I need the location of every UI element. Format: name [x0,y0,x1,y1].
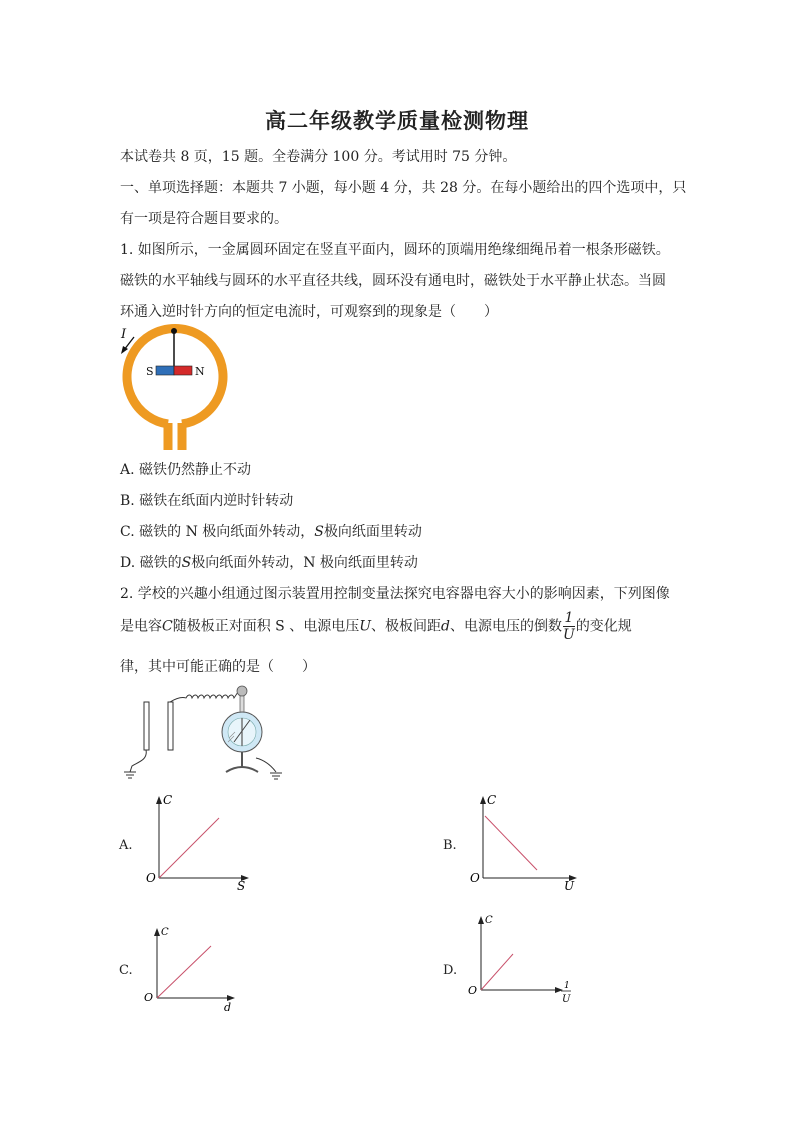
coil-wire [170,692,238,702]
south-pole-label: S [146,365,154,378]
exam-intro: 本试卷共 8 页，15 题。全卷满分 100 分。考试用时 75 分钟。 [120,149,517,165]
right-plate [168,702,173,750]
graph-c [143,924,243,1019]
q1-stem-line3: 环通入逆时针方向的恒定电流时，可观察到的现象是（ ） [120,304,498,320]
section-heading-line2: 有一项是符合题目要求的。 [120,211,288,227]
graph-d-line [481,954,513,990]
graph-d [467,912,582,1012]
left-ground-wire [130,750,146,772]
q2-stem-line3: 律，其中可能正确的是（ ） [120,659,316,675]
metal-ring [127,329,223,424]
north-pole-label: N [195,365,205,378]
q2-stem-line2: 是电容C随极板正对面积 S 、电源电压U、极板间距d、电源电压的倒数 $\frac{1}{U}$ 的变化规 [120,610,632,643]
electroscope-knob [237,686,247,696]
right-ground-wire [256,758,276,772]
q1-stem-line2: 磁铁的水平轴线与圆环的水平直径共线，圆环没有通电时，磁铁处于水平静止状态。当圆 [120,273,666,289]
section-heading-line1: 一、单项选择题：本题共 7 小题，每小题 4 分，共 28 分。在每小题给出的四个选项中，只 [120,180,687,196]
graph-b-x-label: U [564,879,575,893]
q2-option-c-label: C. [119,963,133,978]
q2-stem-line1: 2. 学校的兴趣小组通过图示装置用控制变量法探究电容器电容大小的影响因素，下列图像 [120,586,670,602]
graph-b-line [485,816,537,870]
magnet-south-half [156,366,174,375]
graph-d-x-den: U [562,994,571,1005]
q1-option-d: D. 磁铁的S极向纸面外转动，N 极向纸面里转动 [120,555,418,571]
graph-d-y-label: C [485,915,493,926]
graph-b [469,792,584,897]
graph-a-origin: O [146,871,156,885]
graph-d-origin: O [468,984,478,997]
graph-c-y-label: C [161,927,169,938]
reciprocal-u-fraction: $\frac{1}{U}$ [563,610,575,643]
q1-ring-magnet-figure [118,326,233,451]
q2-option-d-label: D. [443,963,458,978]
q2-option-a-label: A. [119,838,133,853]
graph-c-origin: O [144,991,154,1004]
exam-title: 高二年级教学质量检测物理 [265,108,529,133]
graph-a [145,792,255,897]
magnet-north-half [174,366,192,375]
q2-option-b-label: B. [443,838,457,853]
q1-option-b: B. 磁铁在纸面内逆时针转动 [120,493,294,509]
left-plate [144,702,149,750]
q1-option-a: A. 磁铁仍然静止不动 [120,462,252,478]
q1-stem-line1: 1. 如图所示，一金属圆环固定在竖直平面内，圆环的顶端用绝缘细绳吊着一根条形磁铁。 [120,242,670,258]
graph-c-line [157,946,211,998]
graph-b-origin: O [470,871,480,885]
current-label: I [121,327,127,342]
q1-option-c: C. 磁铁的 N 极向纸面外转动，S极向纸面里转动 [120,524,422,540]
graph-a-x-label: S [237,879,246,893]
q2-capacitor-apparatus [118,676,293,781]
graph-d-x-num: 1 [564,981,570,991]
graph-c-x-label: d [224,1001,232,1014]
graph-a-line [159,818,219,878]
graph-b-y-label: C [487,793,497,807]
graph-a-y-label: C [163,793,173,807]
